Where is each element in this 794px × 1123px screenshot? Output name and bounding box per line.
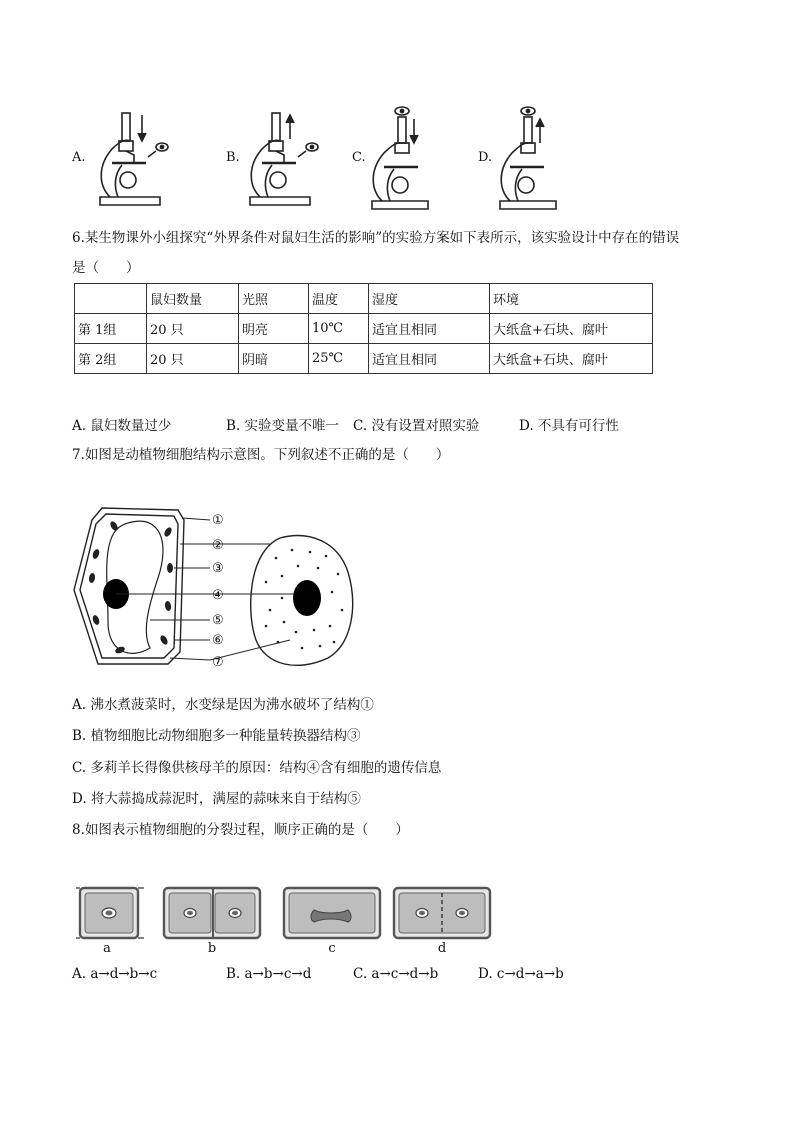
microscope-icon bbox=[90, 105, 175, 213]
division-stage-c bbox=[284, 888, 380, 938]
division-stage-a bbox=[76, 888, 144, 938]
q5-option-a-label: A. bbox=[72, 150, 86, 165]
q7-option-d: D. 将大蒜捣成蒜泥时，满屋的蒜味来自于结构⑤ bbox=[72, 791, 361, 807]
table-cell: 第 1组 bbox=[75, 314, 147, 344]
q6-option-c: C. 没有设置对照实验 bbox=[353, 418, 480, 434]
q8-option-c: C. a→c→d→b bbox=[353, 966, 439, 982]
table-row bbox=[75, 344, 653, 374]
figure-label: b bbox=[207, 941, 217, 954]
cell-division-figure bbox=[76, 884, 496, 954]
q6-option-a: A. 鼠妇数量过少 bbox=[72, 418, 172, 434]
diagram-label: ④ bbox=[212, 588, 224, 603]
diagram-label: ⑥ bbox=[212, 633, 224, 648]
table-cell: 25℃ bbox=[309, 344, 369, 374]
q8-option-b: B. a→b→c→d bbox=[226, 966, 312, 982]
diagram-label: ⑤ bbox=[212, 613, 224, 628]
diagram-label: ② bbox=[212, 538, 224, 553]
q5-option-d-label: D. bbox=[478, 150, 493, 165]
figure-label: a bbox=[103, 941, 111, 954]
table-header-cell bbox=[75, 284, 147, 314]
q5-option-c-label: C. bbox=[352, 150, 366, 165]
table-cell: 20 只 bbox=[147, 314, 239, 344]
table-header-cell: 鼠妇数量 bbox=[147, 284, 239, 314]
diagram-label: ① bbox=[212, 513, 224, 528]
table-row bbox=[75, 314, 653, 344]
microscope-icon bbox=[494, 105, 569, 215]
table-cell: 20 只 bbox=[147, 344, 239, 374]
diagram-labels bbox=[212, 513, 224, 670]
table-cell: 第 2组 bbox=[75, 344, 147, 374]
table-cell: 大纸盒+石块、腐叶 bbox=[490, 314, 653, 344]
table-header-cell: 光照 bbox=[239, 284, 309, 314]
microscope-icon bbox=[366, 105, 441, 215]
microscope-icon bbox=[240, 105, 325, 213]
table-cell: 大纸盒+石块、腐叶 bbox=[490, 344, 653, 374]
table-cell: 适宜且相同 bbox=[369, 314, 490, 344]
table-cell: 明亮 bbox=[239, 314, 309, 344]
diagram-label: ③ bbox=[212, 561, 224, 576]
q6-option-b: B. 实验变量不唯一 bbox=[226, 418, 340, 434]
q5-option-b-label: B. bbox=[226, 150, 240, 165]
q8-option-d: D. c→d→a→b bbox=[478, 966, 564, 982]
table-cell: 适宜且相同 bbox=[369, 344, 490, 374]
chloroplasts bbox=[88, 520, 173, 654]
q8-option-a: A. a→d→b→c bbox=[72, 966, 158, 982]
division-stage-b bbox=[164, 888, 260, 938]
table-header-cell: 温度 bbox=[309, 284, 369, 314]
table-header-cell: 环境 bbox=[490, 284, 653, 314]
figure-label: d bbox=[437, 941, 447, 954]
table-cell: 10℃ bbox=[309, 314, 369, 344]
animal-nucleus bbox=[293, 580, 321, 616]
q7-option-b: B. 植物细胞比动物细胞多一种能量转换器结构③ bbox=[72, 728, 361, 744]
q7-stem: 7.如图是动植物细胞结构示意图。下列叙述不正确的是（ ） bbox=[72, 447, 450, 463]
q8-stem: 8.如图表示植物细胞的分裂过程，顺序正确的是（ ） bbox=[72, 822, 409, 838]
q6-stem-line1: 6.某生物课外小组探究“外界条件对鼠妇生活的影响”的实验方案如下表所示，该实验设计中存在的错误 bbox=[72, 230, 680, 246]
figure-label: c bbox=[328, 941, 336, 954]
q7-option-c: C. 多莉羊长得像供核母羊的原因：结构④含有细胞的遗传信息 bbox=[72, 760, 442, 776]
diagram-label: ⑦ bbox=[212, 655, 224, 670]
table-header-cell: 湿度 bbox=[369, 284, 490, 314]
q6-option-d: D. 不具有可行性 bbox=[519, 418, 619, 434]
q6-stem-line2: 是（ ） bbox=[72, 260, 140, 276]
q7-option-a: A. 沸水煮菠菜时，水变绿是因为沸水破坏了结构① bbox=[72, 697, 374, 713]
table-cell: 阴暗 bbox=[239, 344, 309, 374]
table-header-row bbox=[75, 284, 653, 314]
cell-structure-diagram bbox=[70, 502, 370, 674]
q6-experiment-table bbox=[74, 283, 653, 374]
division-stage-d bbox=[394, 888, 490, 938]
